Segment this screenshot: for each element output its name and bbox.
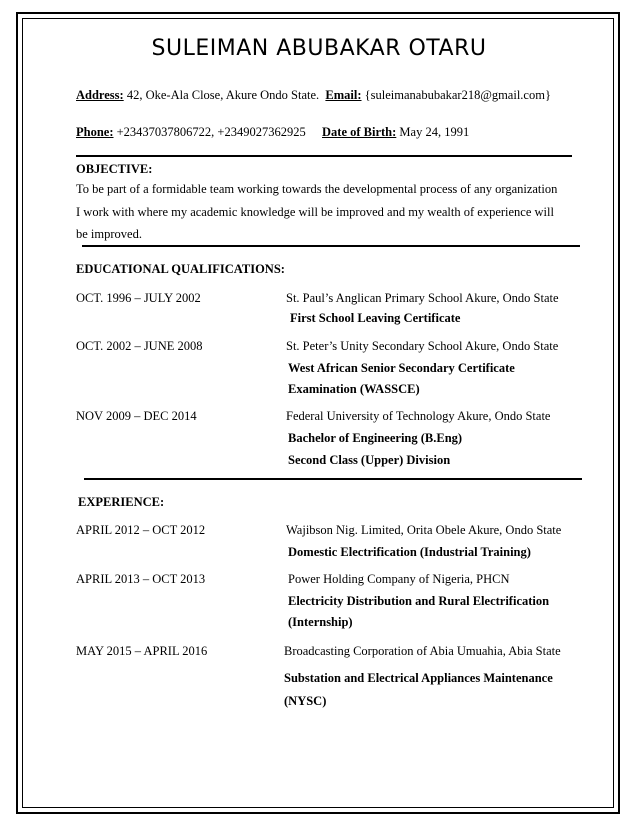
- experience-date-1: APRIL 2012 – OCT 2012: [76, 523, 206, 537]
- dob-line: [322, 124, 469, 140]
- education-heading: EDUCATIONAL QUALIFICATIONS:: [76, 262, 285, 276]
- experience-employer-2: Power Holding Company of Nigeria, PHCN: [288, 572, 510, 586]
- education-institution-1: St. Paul’s Anglican Primary School Akure, Ondo State: [286, 291, 559, 305]
- dob-value: May 24, 1991: [396, 125, 470, 139]
- phone-value: +23437037806722, +2349027362925: [113, 125, 306, 139]
- education-detail-3b: Second Class (Upper) Division: [288, 453, 451, 467]
- experience-employer-3: Broadcasting Corporation of Abia Umuahia, Abia State: [284, 644, 561, 658]
- candidate-name: SULEIMAN ABUBAKAR OTARU: [151, 36, 487, 61]
- education-institution-2: St. Peter’s Unity Secondary School Akure, Ondo State: [286, 339, 559, 353]
- experience-date-2: APRIL 2013 – OCT 2013: [76, 572, 206, 586]
- phone-label: Phone:: [76, 125, 114, 139]
- experience-date-3: MAY 2015 – APRIL 2016: [76, 644, 208, 658]
- education-detail-1a: First School Leaving Certificate: [290, 311, 461, 325]
- education-institution-3: Federal University of Technology Akure, Ondo State: [286, 409, 551, 423]
- education-detail-2b: Examination (WASSCE): [288, 382, 420, 396]
- objective-line-1: To be part of a formidable team working towards the developmental process of any organization: [76, 182, 558, 196]
- education-detail-2a: West African Senior Secondary Certificate: [288, 361, 515, 375]
- address-line: [76, 87, 551, 103]
- experience-detail-3a: Substation and Electrical Appliances Maintenance: [284, 671, 553, 685]
- objective-heading: OBJECTIVE:: [76, 162, 153, 176]
- address-value: 42, Oke-Ala Close, Akure Ondo State.: [123, 88, 320, 102]
- address-label: Address:: [76, 88, 124, 102]
- phone-line: [76, 124, 306, 140]
- experience-heading: EXPERIENCE:: [78, 495, 165, 509]
- dob-label: Date of Birth:: [322, 125, 397, 139]
- education-detail-3a: Bachelor of Engineering (B.Eng): [288, 431, 463, 445]
- experience-detail-2a: Electricity Distribution and Rural Electrification: [288, 594, 550, 608]
- experience-detail-1a: Domestic Electrification (Industrial Training): [288, 545, 531, 559]
- experience-detail-3b: (NYSC): [284, 694, 327, 708]
- education-date-1: OCT. 1996 – JULY 2002: [76, 291, 201, 305]
- divider-1: [76, 155, 572, 157]
- divider-2: [82, 245, 580, 247]
- experience-detail-2b: (Internship): [288, 615, 353, 629]
- objective-line-2: I work with where my academic knowledge will be improved and my wealth of experience will: [76, 205, 554, 219]
- objective-line-3: be improved.: [76, 227, 142, 241]
- email-label: Email:: [325, 88, 362, 102]
- education-date-3: NOV 2009 – DEC 2014: [76, 409, 197, 423]
- experience-employer-1: Wajibson Nig. Limited, Orita Obele Akure, Ondo State: [286, 523, 562, 537]
- email-value: {suleimanabubakar218@gmail.com}: [361, 88, 551, 102]
- education-date-2: OCT. 2002 – JUNE 2008: [76, 339, 203, 353]
- divider-3: [84, 478, 582, 480]
